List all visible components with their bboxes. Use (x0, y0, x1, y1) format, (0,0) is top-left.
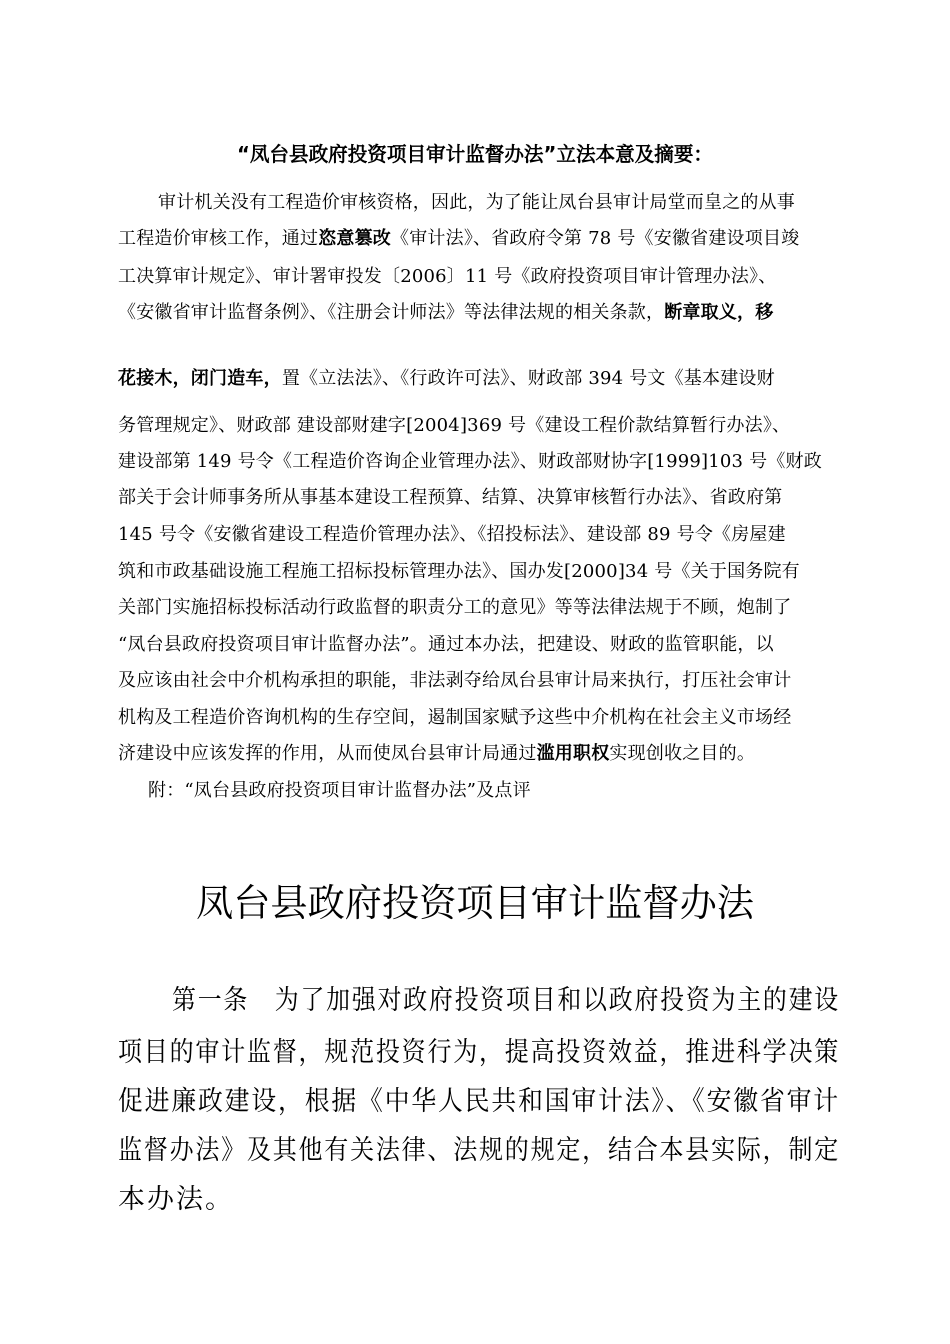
summary-line-4 (118, 298, 773, 324)
summary-text: 实现创收之目的。 (609, 743, 756, 764)
summary-text: 《安徽省审计监督条例》、《注册会计师法》等法律法规的相关条款， (118, 302, 665, 323)
bold-phrase: 滥用职权 (536, 743, 610, 764)
summary-heading: “凤台县政府投资项目审计监督办法”立法本意及摘要： (236, 142, 714, 166)
bold-phrase: 花接木，闭门造车， (118, 368, 282, 389)
summary-line-13: 及应该由社会中介机构承担的职能，非法剥夺给凤台县审计局来执行，打压社会审计 (118, 670, 792, 691)
article-line-4: 监督办法》及其他有关法律、法规的规定，结合本县实际，制定 (118, 1135, 841, 1166)
bold-phrase: 恣意篡改 (318, 228, 392, 249)
summary-line-6: 务管理规定》、财政部 建设部财建字[2004]369 号《建设工程价款结算暂行办法》、 (118, 415, 791, 436)
document-title: 凤台县政府投资项目审计监督办法 (195, 881, 754, 925)
summary-text: 济建设中应该发挥的作用，从而使凤台县审计局通过 (118, 743, 537, 764)
attachment-note: 附：“凤台县政府投资项目审计监督办法”及点评 (148, 780, 531, 801)
summary-line-5 (118, 364, 775, 390)
summary-line-3: 工决算审计规定》、审计署审投发〔2006〕11 号《政府投资项目审计管理办法》、 (118, 266, 777, 287)
summary-text: 《审计法》、省政府令第 78 号《安徽省建设项目竣 (391, 228, 800, 249)
summary-line-14: 机构及工程造价咨询机构的生存空间，遏制国家赋予这些中介机构在社会主义市场经 (118, 707, 792, 728)
summary-line-15 (118, 739, 755, 765)
summary-line-2 (118, 224, 799, 250)
summary-text: 置《立法法》、《行政许可法》、财政部 394 号文《基本建设财 (281, 368, 775, 389)
article-line-1: 第一条 为了加强对政府投资项目和以政府投资为主的建设 (172, 985, 840, 1016)
article-line-3: 促进廉政建设，根据《中华人民共和国审计法》、《安徽省审计 (118, 1086, 840, 1117)
summary-text: 工程造价审核工作，通过 (118, 228, 319, 249)
summary-line-9: 145 号令《安徽省建设工程造价管理办法》、《招投标法》、建设部 89 号令《房屋建 (118, 524, 786, 545)
summary-line-12: “凤台县政府投资项目审计监督办法”。通过本办法，把建设、财政的监管职能，以 (118, 634, 774, 655)
summary-line-8: 部关于会计师事务所从事基本建设工程预算、结算、决算审核暂行办法》、省政府第 (118, 487, 783, 508)
article-line-2: 项目的审计监督，规范投资行为，提高投资效益，推进科学决策 (118, 1037, 841, 1068)
summary-line-1: 审计机关没有工程造价审核资格，因此，为了能让凤台县审计局堂而皇之的从事 (158, 192, 795, 213)
summary-line-10: 筑和市政基础设施工程施工招标投标管理办法》、国办发[2000]34 号《关于国务院有 (118, 561, 800, 582)
article-line-5: 本办法。 (118, 1184, 234, 1215)
summary-line-11: 关部门实施招标投标活动行政监督的职责分工的意见》等等法律法规于不顾，炮制了 (118, 597, 792, 618)
summary-line-7: 建设部第 149 号令《工程造价咨询企业管理办法》、财政部财协字[1999]103 号《财政 (118, 451, 822, 472)
bold-phrase: 断章取义，移 (664, 302, 774, 323)
